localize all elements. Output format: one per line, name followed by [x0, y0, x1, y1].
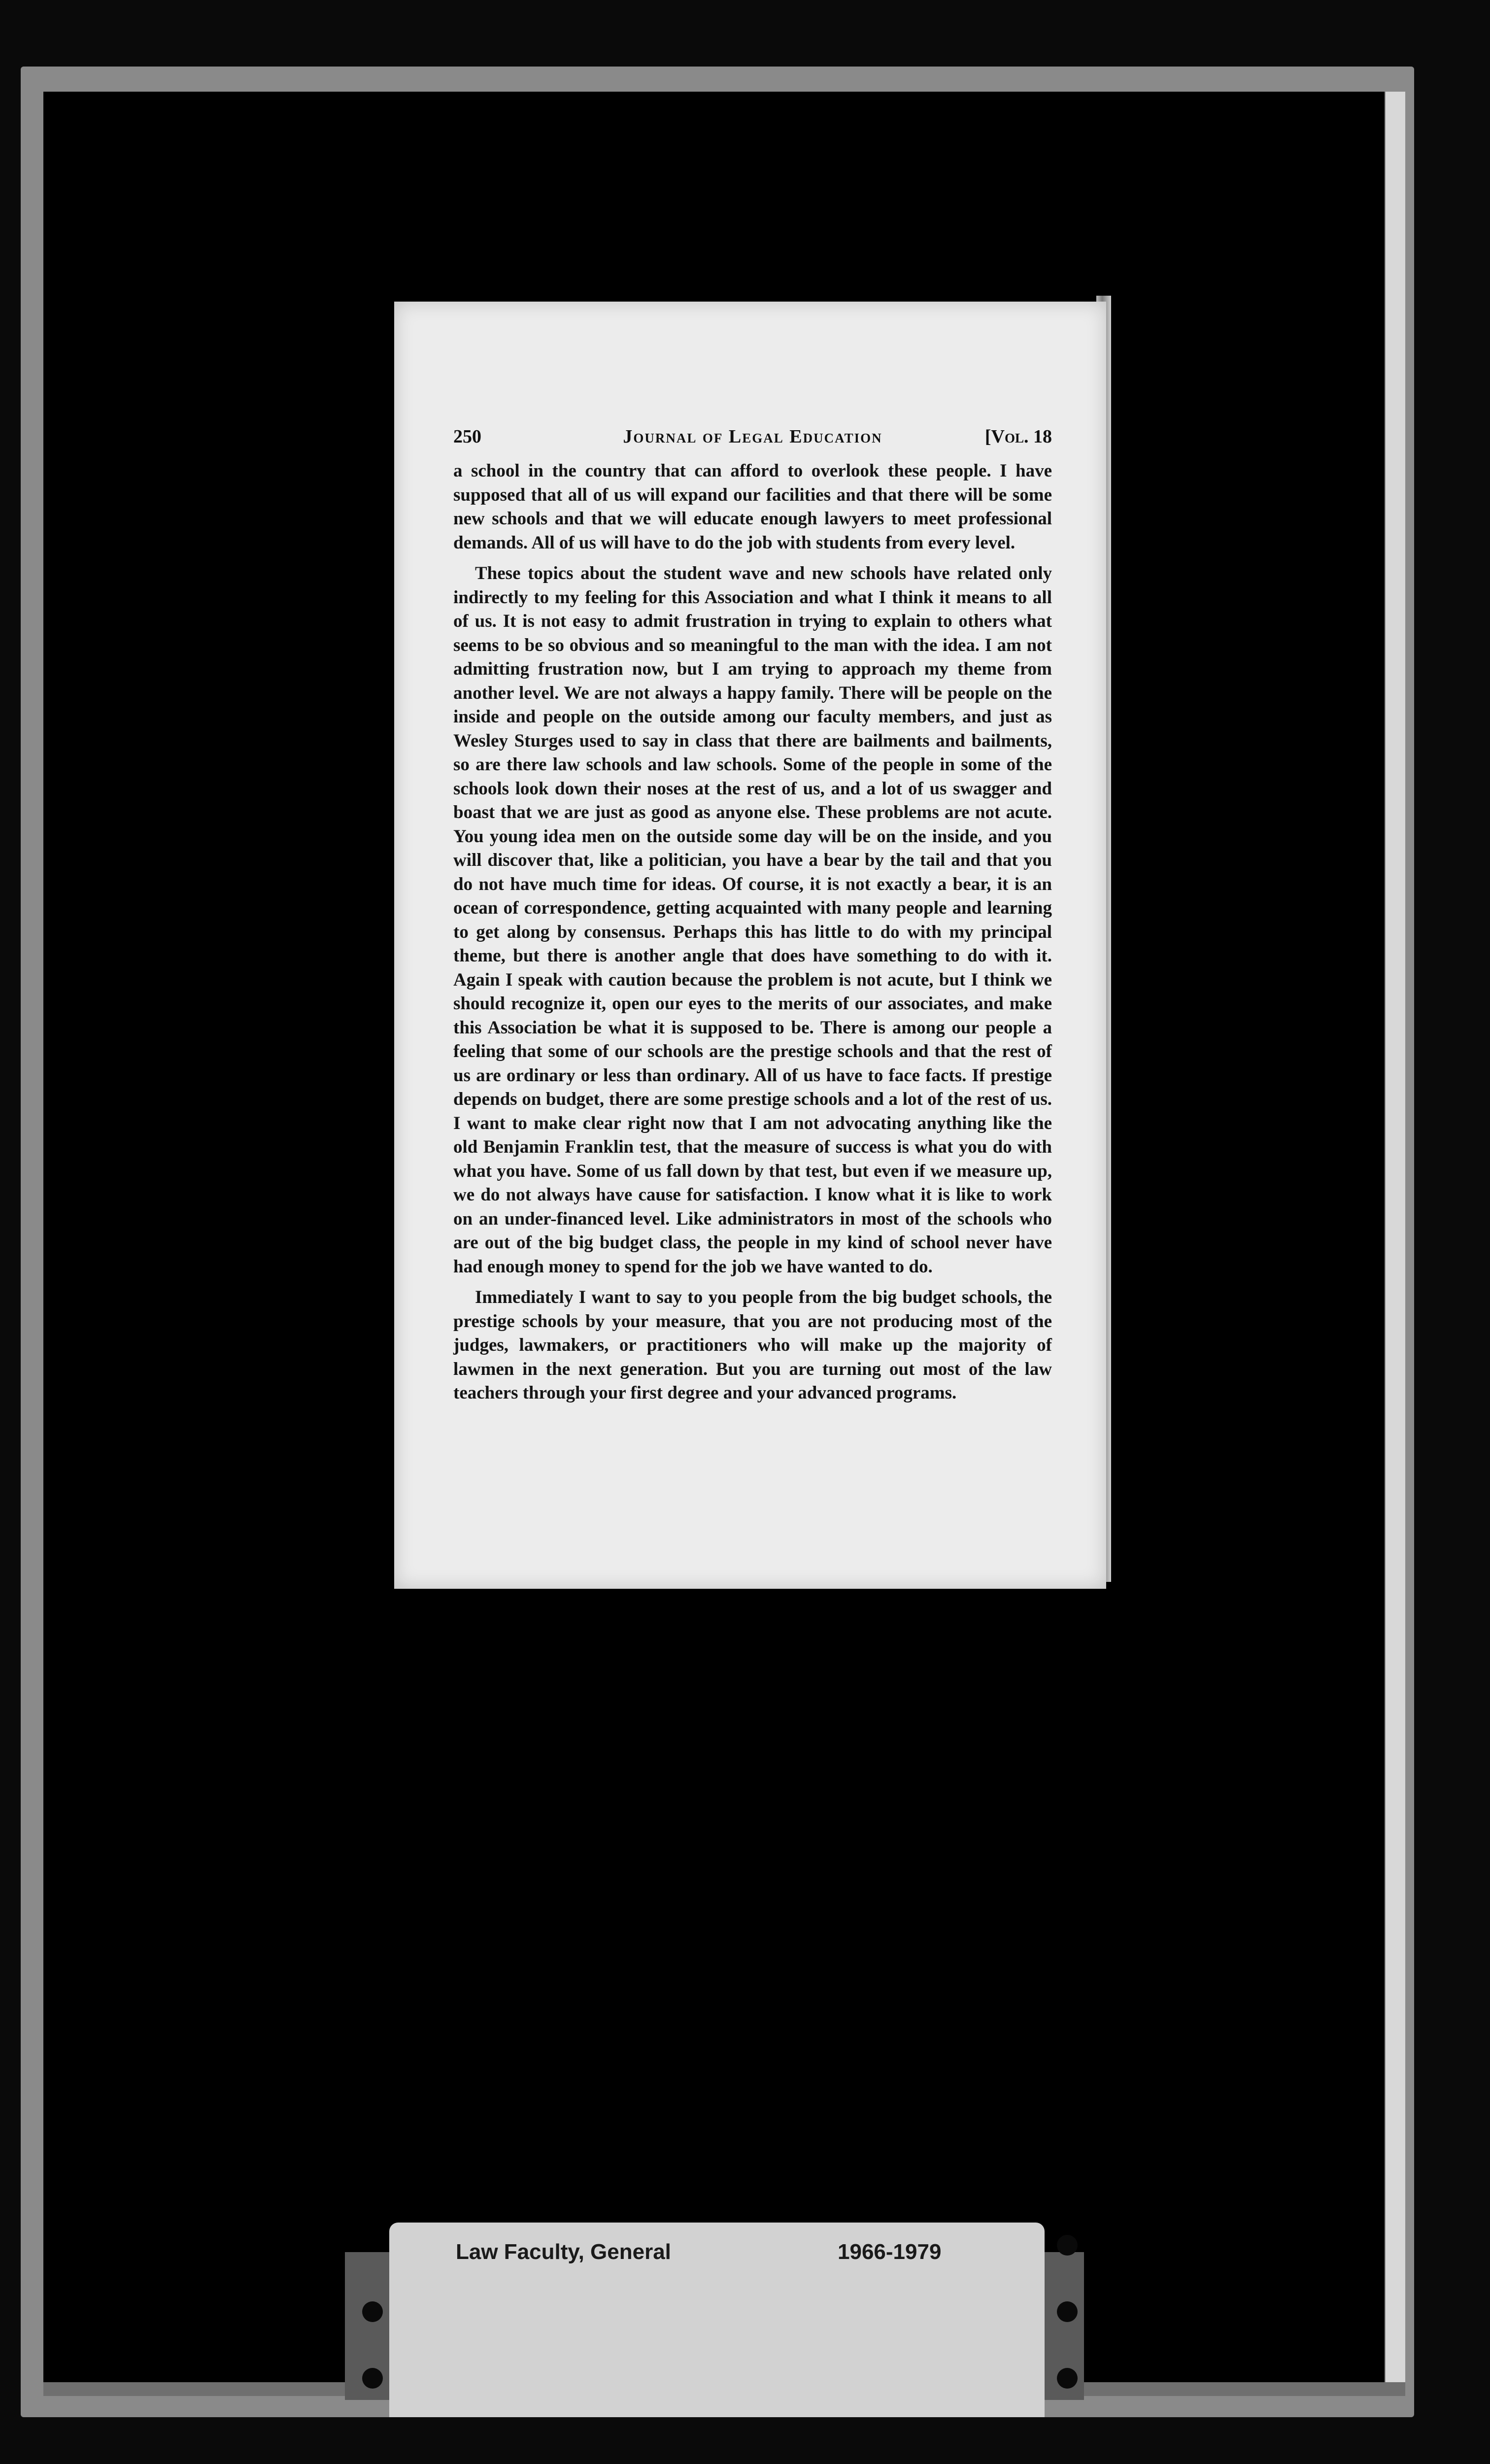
file-label-subject: Law Faculty, General [456, 2240, 671, 2264]
article-body [453, 459, 1052, 1412]
file-label-years: 1966-1979 [838, 2240, 942, 2264]
punch-hole [1057, 2235, 1078, 2256]
punch-hole [362, 2368, 383, 2389]
punch-hole [1057, 2368, 1078, 2389]
journal-title: Journal of Legal Education [623, 426, 882, 447]
volume-number: [Vol. 18 [984, 426, 1052, 447]
punch-hole [362, 2301, 383, 2322]
paragraph-3: Immediately I want to say to you people from the big budget schools, the prestige schools by your measure, that you are not producing most of the judges, lawmakers, or practitioners who will make up the majority of lawmen in the next generation. But you are turning out most of the law teachers through your first degree and your advanced programs. [453, 1287, 1052, 1403]
film-edge-right [1386, 92, 1405, 2382]
paragraph-2: These topics about the student wave and new schools have related only indirectly to my feeling for this Association and what I think it means to all of us. It is not easy to admit frustration in trying to explain to others what seems to be so obvious and so meaningful to the man with the idea. I am not admitting frustration now, but I am trying to approach my theme from another level. We are not always a happy family. There will be people on the inside and people on the outside among our faculty members, and just as Wesley Sturges used to say in class that there are bailments and bailments, so are there law schools and law schools. Some of the people in some of the schools look down their noses at the rest of us, and a lot of us swagger and boast that we are just as good as anyone else. These problems are not acute. You young idea men on the outside some day will be on the inside, and you will discover that, like a politician, you have a bear by the tail and that you do not have much time for ideas. Of course, it is not exactly a bear, it is an ocean of correspondence, getting acquainted with many people and learning to get along by consensus. Perhaps this has little to do with my principal theme, but there is another angle that does have something to do with it. Again I speak with caution because the problem is not acute, but I think we should recognize it, open our eyes to the merits of our associates, and make this Association be what it is supposed to be. There is among our people a feeling that some of our schools are the prestige schools and that the rest of us are ordinary or less than ordinary. All of us have to face facts. If prestige depends on budget, there are some prestige schools and a lot of the rest of us. I want to make clear right now that I am not advocating anything like the old Benjamin Franklin test, that the measure of success is what you do with what you have. Some of us fall down by that test, but even if we measure up, we do not always have cause for satisfaction. I know what it is like to work on an under-financed level. Like administrators in most of the schools who are out of the big budget class, the people in my kind of school never have had enough money to spend for the job we have wanted to do. [453, 563, 1052, 1277]
paragraph-1: a school in the country that can afford to overlook these people. I have supposed that all of us will expand our facilities and that there will be some new schools and that we will educate enough lawyers to meet professional demands. All of us will have to do the job with students from every level. [453, 461, 1052, 553]
page-number: 250 [453, 426, 481, 447]
running-head [453, 426, 1052, 450]
scanned-page [394, 302, 1106, 1589]
punch-hole [1057, 2301, 1078, 2322]
